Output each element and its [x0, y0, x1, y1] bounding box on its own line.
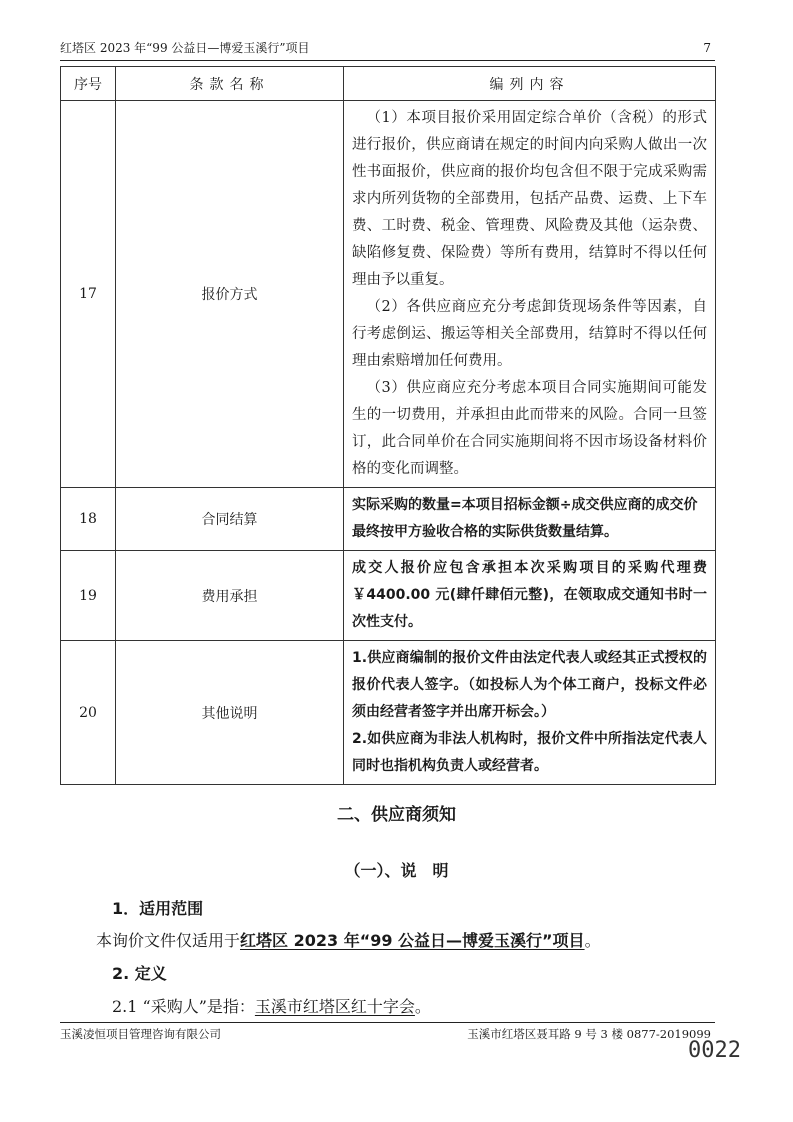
- footer-company: 玉溪凌恒项目管理咨询有限公司: [60, 1027, 221, 1041]
- footer-address: 玉溪市红塔区聂耳路 9 号 3 楼 0877-2019099: [467, 1027, 711, 1041]
- content-paragraph: 实际采购的数量=本项目招标金额÷成交供应商的成交价: [352, 497, 698, 513]
- row-content: [344, 101, 716, 488]
- terms-table: [60, 66, 716, 785]
- content-paragraph: （1）本项目报价采用固定综合单价（含税）的形式进行报价，供应商请在规定的时间内向采购人做出一次性书面报价，供应商的报价均包含但不限于完成采购需求内所列货物的全部费用，包括产品费、运费、上下车费、工时费、税金、管理费、风险费及其他（运杂费、缺陷修复费、保险费）等所有费用，结算时不得以任何理由予以重复。: [352, 110, 707, 288]
- content-paragraph: （2）各供应商应充分考虑卸货现场条件等因素，自行考虑倒运、搬运等相关全部费用，结算时不得以任何理由索赔增加任何费用。: [352, 299, 707, 369]
- header-cell-content: 编列内容: [344, 67, 716, 101]
- content-paragraph: 成交人报价应包含承担本次采购项目的采购代理费￥4400.00 元(肆仟肆佰元整)，在领取成交通知书时一次性支付。: [352, 560, 707, 630]
- heading-scope: 1．适用范围: [112, 899, 204, 918]
- row-clause-name: 其他说明: [116, 641, 344, 785]
- content-paragraph: 1.供应商编制的报价文件由法定代表人或经其正式授权的报价代表人签字。（如投标人为个体工商户，投标文件必须由经营者签字并出席开标会。）: [352, 650, 707, 720]
- content-paragraph: （3）供应商应充分考虑本项目合同实施期间可能发生的一切费用，并承担由此而带来的风险。合同一旦签订，此合同单价在合同实施期间将不因市场设备材料价格的变化而调整。: [352, 380, 707, 477]
- row-number: 19: [61, 551, 116, 641]
- definition-text-suffix: 。: [414, 997, 431, 1016]
- header-cell-no: 序号: [61, 67, 116, 101]
- page-header: [60, 38, 715, 61]
- row-clause-name: 报价方式: [116, 101, 344, 488]
- scope-text-suffix: 。: [584, 931, 601, 950]
- header-cell-name: 条款名称: [116, 67, 344, 101]
- table-row: [61, 641, 716, 785]
- scope-paragraph: [96, 928, 601, 951]
- table-row: [61, 101, 716, 488]
- table-row: [61, 551, 716, 641]
- definition-text-prefix: 2.1 “采购人”是指：: [112, 997, 255, 1016]
- row-number: 17: [61, 101, 116, 488]
- page-stamp-number: 0022: [688, 1038, 741, 1063]
- header-page-number: 7: [703, 41, 711, 55]
- content-paragraph: 2.如供应商为非法人机构时，报价文件中所指法定代表人同时也指机构负责人或经营者。: [352, 731, 707, 774]
- table-row: [61, 488, 716, 551]
- header-project-title: 红塔区 2023 年“99 公益日—博爱玉溪行”项目: [60, 41, 310, 55]
- row-content: [344, 551, 716, 641]
- row-clause-name: 合同结算: [116, 488, 344, 551]
- row-content: [344, 488, 716, 551]
- definition-paragraph: [112, 994, 431, 1017]
- table-header-row: [61, 67, 716, 101]
- row-number: 20: [61, 641, 116, 785]
- project-name: 红塔区 2023 年“99 公益日—博爱玉溪行”项目: [240, 931, 585, 950]
- heading-definition: 2. 定义: [112, 964, 167, 983]
- row-number: 18: [61, 488, 116, 551]
- scope-text-prefix: 本询价文件仅适用于: [96, 931, 241, 950]
- row-clause-name: 费用承担: [116, 551, 344, 641]
- content-paragraph: 最终按甲方验收合格的实际供货数量结算。: [352, 524, 618, 540]
- purchaser-name: 玉溪市红塔区红十字会: [254, 997, 415, 1016]
- section-title: 二、供应商须知: [337, 805, 456, 825]
- section-subtitle: （一）、说 明: [344, 861, 449, 880]
- page-footer: [60, 1022, 715, 1043]
- row-content: [344, 641, 716, 785]
